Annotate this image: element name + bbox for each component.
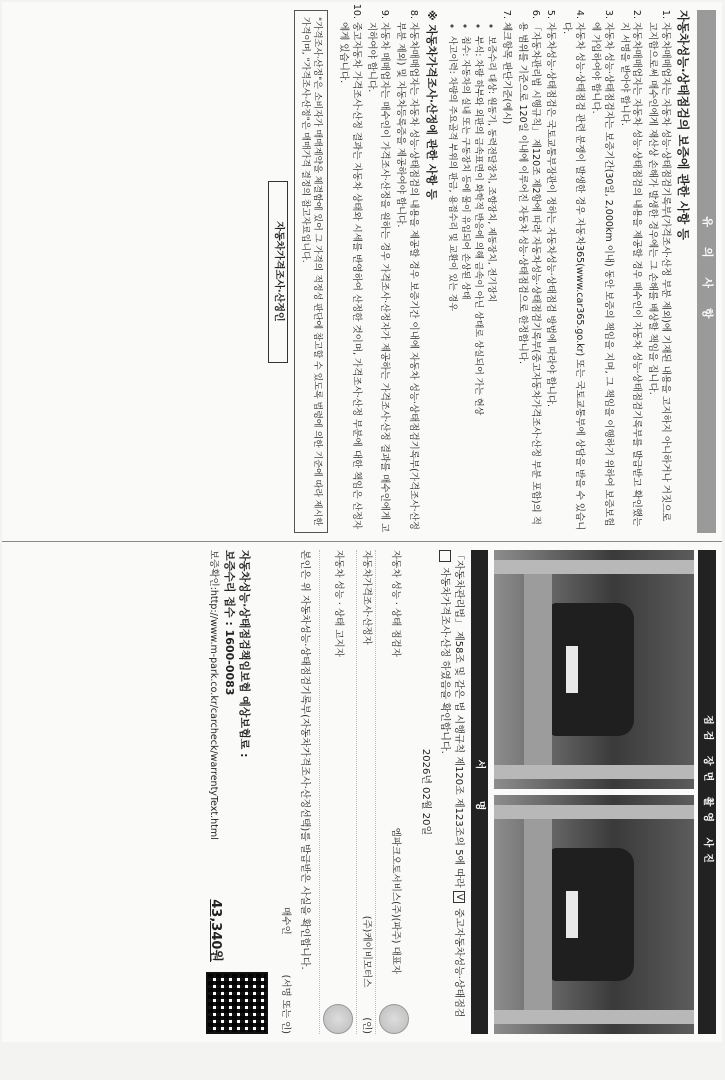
lift-post [495, 1010, 695, 1024]
photo-header: 점검 장면 촬영 사진 [699, 550, 717, 1034]
price-note-box [294, 10, 328, 533]
insurance-premium: 43,340원 [207, 899, 223, 962]
price-section-title: ※ 자동차가격조사·산정에 관한 사항 등 [424, 10, 438, 200]
insurance-text [206, 550, 251, 840]
car-image [551, 603, 635, 737]
criteria-list [446, 22, 498, 533]
inspection-photos [495, 550, 695, 1034]
criteria-item: ◦ 보증수리 대상: 원동기, 동력전달장치, 조향장치, 제동장치, 전기장치 [485, 36, 497, 533]
warranty-url[interactable]: 보증확인:http://www.m-park.co.kr/carcheck/warrentyText.html [208, 550, 220, 840]
buyer-confirmation: 본인은 위 자동차성능·상태점검기록부(자동차가격조사·산정선택)를 발급받은 사실을 확인합니다. [298, 550, 310, 970]
car-image [551, 848, 635, 982]
notice-item: 8. 자동차매매업자는 자동차 성능·상태점검의 내용을 제공할 경우 보증기간 이내에 자동차 성능·상태점검기록부(가격조사·산정 부분 제외) 및 자동차등록증을 제공하여야 합니다. [393, 22, 419, 533]
license-plate [567, 646, 579, 694]
signer-row [319, 550, 356, 1034]
notice-item: 5. 자동차성능·상태점검은 국토교통부장관이 정하는 자동차성능·상태점검 방법에 따라야 합니다. [544, 22, 557, 533]
buyer-label: 매수인 [280, 907, 292, 935]
statement-tail: 하였음을 확인합니다. [439, 660, 451, 754]
notice-title: 자동차성능·상태점검의 보증에 관한 사항 등 [676, 10, 691, 240]
document-sheet [2, 2, 722, 1042]
notice-column [2, 2, 722, 542]
notice-header: 유 의 사 항 [697, 10, 716, 533]
warranty-phone: 보증수리 접수 : 1600-0083 [223, 550, 237, 696]
lift-post [495, 560, 695, 574]
signer-org: 엠파크오토서비스(주)(파주) 대표자 [389, 827, 401, 974]
insurance-row [206, 550, 268, 1034]
lift-platform [525, 574, 553, 765]
qr-code-icon[interactable] [206, 972, 268, 1034]
lift-platform [525, 819, 553, 1010]
notice-list [446, 10, 671, 533]
signer-row [356, 550, 376, 1034]
certification-statement [438, 550, 465, 1034]
signer-label: 자동차가격조사·산정자 [361, 550, 373, 645]
buyer-sign-field[interactable]: (서명 또는 인) [280, 974, 292, 1034]
used-car-check-label: 중고자동차성능·상태점검 [453, 908, 464, 1018]
criteria-item: ◦ 사고이력: 차량의 주요골격 부위의 판금, 용접수리 및 교환이 있는 경우 [446, 36, 458, 533]
insurance-title: 자동차성능·상태점검책임보험 예상보험료 : [237, 550, 251, 758]
price-list [336, 10, 419, 533]
notice-item: 1. 자동차매매업자는 자동차 성능·상태점검기록부(가격조사·산정 부분 제외)에 기재된 내용을 고지하지 아니하거나 거짓으로 고지함으로써 매수인에게 재산상 손해가 발생한 경우에는 그 손해를 배상할 책임을 집니다. [645, 22, 671, 533]
price-note-text: "가격조사·산정"은 소비자가 매매계약을 체결함에 있어 그 가격의 적정성 판단에 참고할 수 있도록 법령에 의한 기준에 따라 제시한 가격이며, "가격조사·산정"은 매매가격 결정의 참고자료입니다. [299, 17, 322, 527]
signer-label: 자동차 성능 · 상태 고지자 [333, 550, 345, 657]
price-check-label: 자동차가격조사·산정 [439, 567, 451, 658]
insurance-block [206, 550, 268, 1034]
signer-label: 자동차 성능 · 상태 점검자 [389, 550, 401, 657]
notice-item: 4. 자동차 성능·상태점검 관련 분쟁이 발생한 경우 자동차365(www.car365.go.kr) 또는 국토교통부에 상담을 받을 수 있습니다. [559, 22, 585, 533]
price-checkbox[interactable] [440, 550, 452, 562]
buyer-sign-area [278, 550, 291, 1034]
inspection-photo-front [495, 550, 695, 789]
signature-header: 서 명 [471, 550, 489, 1034]
notice-item: 10. 중고자동차 가격조사·산정 결과는 자동차 상태와 시세를 반영하여 산정한 것이며, 가격조사·산정 부분에 대한 책임은 산정자에게 있습니다. [336, 22, 362, 533]
lift-post [495, 765, 695, 779]
seal-stamp-icon [380, 1004, 410, 1034]
price-box-footer: 자동차가격조사·산정인 [268, 181, 288, 363]
notice-item: 6. 「자동차관리법 시행규칙」 제120조 제2항에 따라 자동차성능·상태점검기록부(중고자동차가격조사·산정 부분 포함)의 적용 범위를 기준으로 120일 이내에 이루어진 자동차 성능·상태점검으로 한정합니다. [515, 22, 541, 533]
premium-group [206, 899, 268, 1034]
notice-item: 3. 자동차 성능·상태점검자는 보증기간(30일, 2,000km 이내) 동안 보증의 책임을 지며, 그 책임을 이행하기 위하여 보증보험에 가입하여야 합니다. [588, 22, 614, 533]
notice-item: 9. 자동차 매매업자는 매수인이 가격조사·산정을 원하는 경우 가격조사·산정자가 제공하는 가격조사·산정 결과를 매수인에게 고지하여야 합니다. [365, 22, 391, 533]
used-car-checkbox[interactable]: V [453, 891, 465, 903]
criteria-item: ◦ 부식: 차량 하부와 외판의 금속표면이 화학적 반응에 의해 금속이 아닌 상태로 상실되어 가는 현상 [472, 36, 484, 533]
signature-column [2, 542, 722, 1042]
signer-org: (주)케이비모터스 [361, 915, 373, 988]
criteria-item: ◦ 침수: 자동차의 실내 또는 구동장치 등에 물이 유입되어 손상된 상태 [459, 36, 471, 533]
issue-date: 2026년 02월 20일 [420, 748, 431, 836]
signer-mark: (인) [361, 1017, 373, 1034]
seal-stamp-icon [323, 1004, 353, 1034]
notice-item-text: 체크항목 판단기준(예시) [501, 22, 513, 125]
notice-item: 2. 자동차매매업자는 자동차 성능·상태점검의 내용을 제공할 경우 매수인이 자동차 성능·상태점검기록부를 발급받고 확인했는지 서명을 받아야 합니다. [617, 22, 643, 533]
notice-item [446, 22, 512, 533]
lift-post [495, 805, 695, 819]
license-plate [567, 891, 579, 939]
inspection-photo-rear [495, 795, 695, 1034]
signer-row [376, 550, 413, 1034]
statement-text: 「자동차관리법」 제58조 및 같은 법 시행규칙 제120조 제123조의 5에 따라 [453, 550, 464, 888]
